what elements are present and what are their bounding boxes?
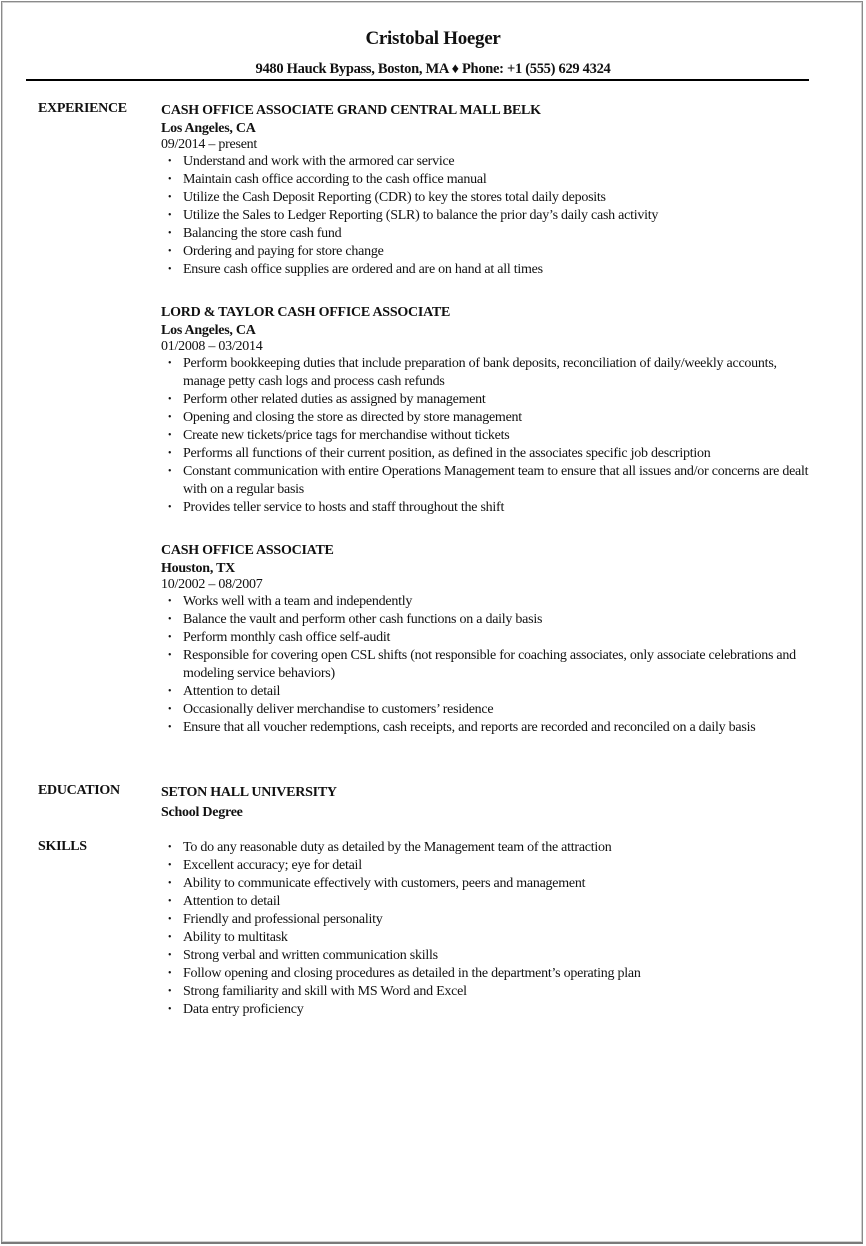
school-name: SETON HALL UNIVERSITY [161,785,337,800]
bullet-icon: • [168,192,172,203]
list-item [161,427,821,445]
job-dates: 10/2002 – 08/2007 [161,577,263,592]
skill-text: Ability to communicate effectively with customers, peers and management [183,876,586,891]
bullet-icon: • [168,896,172,907]
list-item [161,261,821,279]
job-title: CASH OFFICE ASSOCIATE [161,543,334,558]
bullet-text: Ordering and paying for store change [183,244,384,259]
bullet-icon: • [168,448,172,459]
section-label-education: EDUCATION [38,783,120,798]
bullet-text: Works well with a team and independently [183,594,413,609]
bullet-icon: • [168,614,172,625]
job-bullets [161,593,821,737]
list-item [161,207,821,225]
bullet-icon: • [168,686,172,697]
job-dates: 01/2008 – 03/2014 [161,339,263,354]
bullet-icon: • [168,650,172,661]
bullet-icon: • [168,722,172,733]
bullet-text: Perform monthly cash office self-audit [183,630,391,645]
skill-text: Strong familiarity and skill with MS Word and Excel [183,984,467,999]
bullet-icon: • [168,878,172,889]
list-item [161,153,821,171]
list-item [161,189,821,207]
job-location: Los Angeles, CA [161,323,256,338]
bullet-icon: • [168,950,172,961]
bullet-text: Opening and closing the store as directed by store management [183,410,522,425]
job-title: LORD & TAYLOR CASH OFFICE ASSOCIATE [161,305,451,320]
bullet-text: Utilize the Cash Deposit Reporting (CDR) to key the stores total daily deposits [183,190,606,205]
skill-text: Attention to detail [183,894,281,909]
job-location: Houston, TX [161,561,236,576]
job-bullets [161,355,821,517]
list-item [161,839,821,857]
degree: School Degree [161,805,243,820]
bullet-icon: • [168,210,172,221]
bullet-icon: • [168,704,172,715]
list-item [161,647,821,683]
skill-text: To do any reasonable duty as detailed by the Management team of the attraction [183,840,612,855]
list-item [161,701,821,719]
header-divider [26,79,809,81]
bullet-text: Occasionally deliver merchandise to customers’ residence [183,702,494,717]
list-item [161,965,821,983]
bullet-text: Perform other related duties as assigned by management [183,392,486,407]
bullet-text: Provides teller service to hosts and staff throughout the shift [183,500,505,515]
list-item [161,983,821,1001]
list-item [161,499,821,517]
bullet-icon: • [168,156,172,167]
bullet-icon: • [168,430,172,441]
bullet-icon: • [168,932,172,943]
bullet-text: Maintain cash office according to the cash office manual [183,172,487,187]
page-border-bottom [1,1242,863,1244]
bullet-text: Perform bookkeeping duties that include preparation of bank deposits, reconciliation of daily/weekly accounts, manage petty cash logs and process cash refunds [183,356,777,389]
bullet-text: Performs all functions of their current position, as defined in the associates specific job description [183,446,711,461]
job-entry [161,102,821,279]
bullet-icon: • [168,264,172,275]
bullet-text: Understand and work with the armored car service [183,154,455,169]
bullet-icon: • [168,842,172,853]
list-item [161,171,821,189]
bullet-icon: • [168,968,172,979]
bullet-text: Constant communication with entire Operations Management team to ensure that all issues and/or concerns are dealt with on a regular basis [183,464,809,497]
list-item [161,1001,821,1019]
bullet-text: Create new tickets/price tags for merchandise without tickets [183,428,510,443]
bullet-text: Attention to detail [183,684,281,699]
list-item [161,225,821,243]
skills-list [161,839,821,1019]
list-item [161,593,821,611]
section-label-experience: EXPERIENCE [38,101,127,116]
list-item [161,611,821,629]
list-item [161,857,821,875]
job-bullets [161,153,821,279]
skill-text: Follow opening and closing procedures as detailed in the department’s operating plan [183,966,641,981]
list-item [161,719,821,737]
candidate-name: Cristobal Hoeger [365,28,501,49]
skills-bullets [161,839,821,1019]
list-item [161,243,821,261]
list-item [161,893,821,911]
bullet-text: Ensure that all voucher redemptions, cash receipts, and reports are recorded and reconciled on a daily basis [183,720,756,735]
bullet-icon: • [168,632,172,643]
job-dates: 09/2014 – present [161,137,258,152]
list-item [161,463,821,499]
skill-text: Strong verbal and written communication skills [183,948,438,963]
bullet-icon: • [168,466,172,477]
bullet-icon: • [168,502,172,513]
bullet-icon: • [168,358,172,369]
job-entry [161,304,821,517]
job-entry [161,542,821,737]
list-item [161,875,821,893]
bullet-icon: • [168,596,172,607]
section-label-skills: SKILLS [38,839,87,854]
skill-text: Data entry proficiency [183,1002,304,1017]
job-location: Los Angeles, CA [161,121,256,136]
skill-text: Excellent accuracy; eye for detail [183,858,362,873]
skill-text: Ability to multitask [183,930,288,945]
bullet-icon: • [168,174,172,185]
bullet-icon: • [168,394,172,405]
bullet-icon: • [168,228,172,239]
list-item [161,391,821,409]
list-item [161,629,821,647]
list-item [161,947,821,965]
bullet-text: Balancing the store cash fund [183,226,342,241]
bullet-icon: • [168,860,172,871]
list-item [161,683,821,701]
job-title: CASH OFFICE ASSOCIATE GRAND CENTRAL MALL BELK [161,103,541,118]
bullet-icon: • [168,412,172,423]
bullet-text: Responsible for covering open CSL shifts (not responsible for coaching associates, only associate celebrations and modeling service behaviors) [183,648,796,681]
skill-text: Friendly and professional personality [183,912,383,927]
bullet-icon: • [168,1004,172,1015]
list-item [161,409,821,427]
contact-line: 9480 Hauck Bypass, Boston, MA ♦ Phone: +1 (555) 629 4324 [255,61,611,77]
list-item [161,445,821,463]
bullet-text: Utilize the Sales to Ledger Reporting (SLR) to balance the prior day’s daily cash activity [183,208,659,223]
bullet-icon: • [168,246,172,257]
bullet-text: Ensure cash office supplies are ordered and are on hand at all times [183,262,543,277]
bullet-icon: • [168,986,172,997]
list-item [161,355,821,391]
bullet-text: Balance the vault and perform other cash functions on a daily basis [183,612,543,627]
list-item [161,929,821,947]
list-item [161,911,821,929]
bullet-icon: • [168,914,172,925]
education-entry [161,784,821,821]
